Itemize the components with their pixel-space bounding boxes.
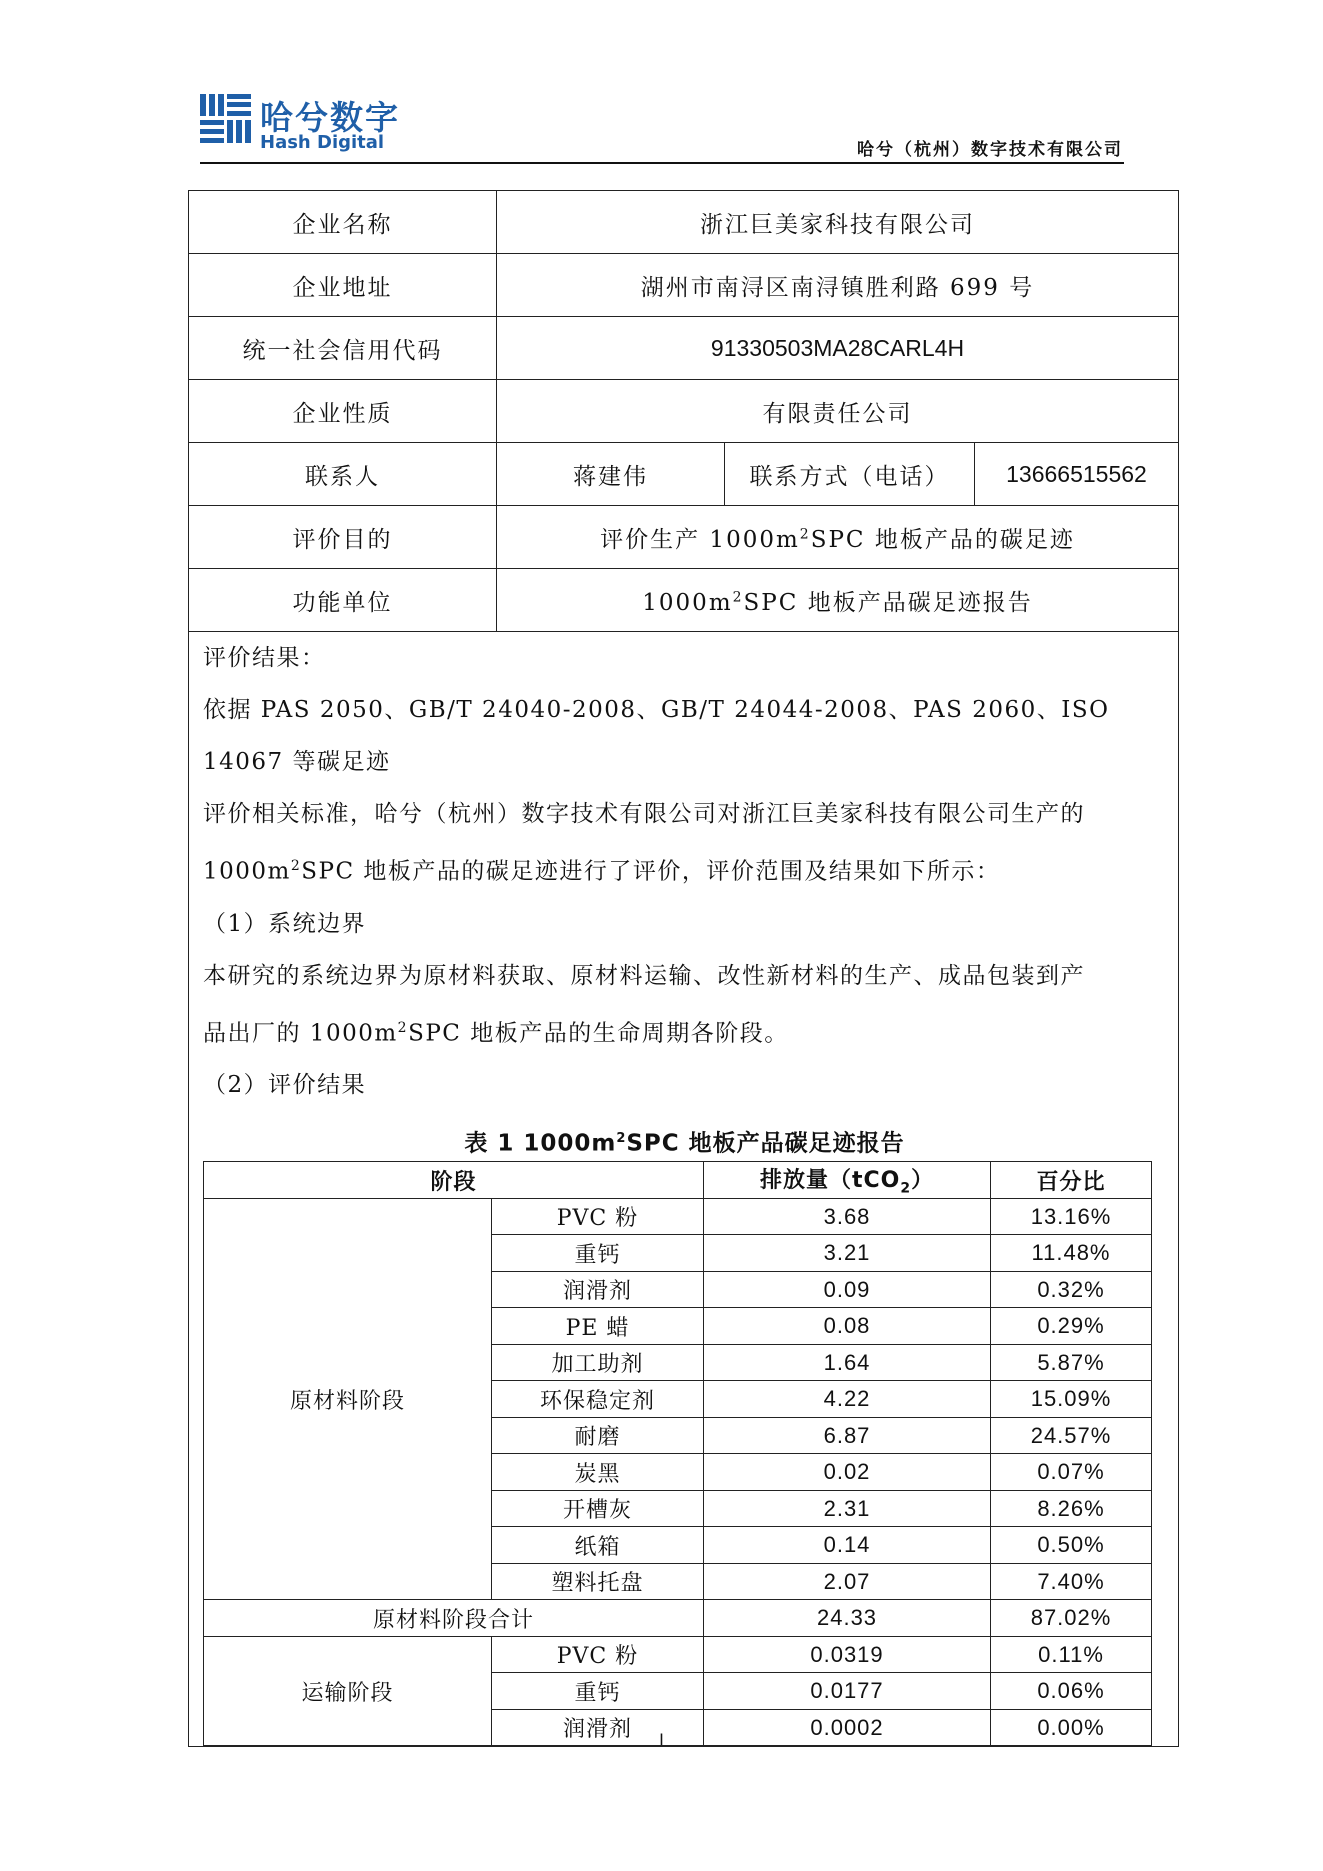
phone-value: 13666515562 xyxy=(975,443,1179,506)
table-row xyxy=(204,1636,1152,1673)
emission-cell: 2.31 xyxy=(704,1490,991,1527)
col-stage-header: 阶段 xyxy=(204,1162,704,1199)
page-number: I xyxy=(659,1730,664,1749)
credit-code-value: 91330503MA28CARL4H xyxy=(497,317,1179,380)
raw-material-stage-cell: 原材料阶段 xyxy=(204,1198,492,1600)
results-paragraph-line-3: $1000m^2SPC$ 地板产品的碳足迹进行了评价，评价范围及结果如下所示： xyxy=(203,858,1001,885)
info-row-functional-unit xyxy=(189,569,1179,632)
item-cell: 重钙 xyxy=(492,1235,704,1272)
percent-cell: 5.87% xyxy=(991,1344,1152,1381)
info-row-company-name xyxy=(189,191,1179,254)
nature-value: 有限责任公司 xyxy=(497,380,1179,443)
item-cell: 炭黑 xyxy=(492,1454,704,1491)
emission-cell: 0.0319 xyxy=(704,1636,991,1673)
results-paragraph-line-2: 评价相关标准，哈兮（杭州）数字技术有限公司对浙江巨美家科技有限公司生产的 xyxy=(203,801,1085,827)
raw-total-emission: 24.33 xyxy=(704,1600,991,1637)
logo-chinese-text: 哈兮数字 xyxy=(260,98,400,137)
emission-cell: 1.64 xyxy=(704,1344,991,1381)
emission-cell: 3.68 xyxy=(704,1198,991,1235)
table-caption: 表 1 $1000m^2SPC$ 地板产品碳足迹报告 xyxy=(464,1130,905,1157)
item-cell: PVC 粉 xyxy=(492,1198,704,1235)
item-cell: 润滑剂 xyxy=(492,1709,704,1746)
percent-cell: 8.26% xyxy=(991,1490,1152,1527)
table-row xyxy=(204,1198,1152,1235)
percent-cell: 0.50% xyxy=(991,1527,1152,1564)
emission-cell: 0.14 xyxy=(704,1527,991,1564)
header-company-name: 哈兮（杭州）数字技术有限公司 xyxy=(857,140,1123,160)
info-row-contact xyxy=(189,443,1179,506)
unit-value: $1000m^2SPC$ 地板产品碳足迹报告 xyxy=(497,569,1179,632)
emission-cell: 0.02 xyxy=(704,1454,991,1491)
percent-cell: 0.00% xyxy=(991,1709,1152,1746)
emission-cell: 4.22 xyxy=(704,1381,991,1418)
emission-cell: 2.07 xyxy=(704,1563,991,1600)
nature-label: 企业性质 xyxy=(189,380,497,443)
item-cell: PVC 粉 xyxy=(492,1636,704,1673)
item-cell: 加工助剂 xyxy=(492,1344,704,1381)
percent-cell: 0.07% xyxy=(991,1454,1152,1491)
item-cell: 环保稳定剂 xyxy=(492,1381,704,1418)
contact-label: 联系人 xyxy=(189,443,497,506)
percent-cell: 24.57% xyxy=(991,1417,1152,1454)
boundary-line-1: 本研究的系统边界为原材料获取、原材料运输、改性新材料的生产、成品包装到产 xyxy=(203,962,1085,989)
percent-cell: 0.06% xyxy=(991,1673,1152,1710)
col-emission-header: 排放量（tCO$_2$） xyxy=(704,1162,991,1199)
info-row-purpose xyxy=(189,506,1179,569)
address-label: 企业地址 xyxy=(189,254,497,317)
item-cell: 耐磨 xyxy=(492,1417,704,1454)
boundary-line-2: 品出厂的 $1000m^2SPC$ 地板产品的生命周期各阶段。 xyxy=(203,1019,789,1047)
item-cell: PE 蜡 xyxy=(492,1308,704,1345)
purpose-label: 评价目的 xyxy=(189,506,497,569)
transport-stage-cell: 运输阶段 xyxy=(204,1636,492,1746)
emission-cell: 0.0002 xyxy=(704,1709,991,1746)
item-cell: 塑料托盘 xyxy=(492,1563,704,1600)
percent-cell: 0.32% xyxy=(991,1271,1152,1308)
unit-label: 功能单位 xyxy=(189,569,497,632)
percent-cell: 7.40% xyxy=(991,1563,1152,1600)
percent-cell: 0.11% xyxy=(991,1636,1152,1673)
company-name-label: 企业名称 xyxy=(189,191,497,254)
col-percent-header: 百分比 xyxy=(991,1162,1152,1199)
logo-mark-icon xyxy=(200,92,254,150)
company-info-table xyxy=(188,190,1179,1747)
hash-digital-logo xyxy=(200,92,420,158)
item-cell: 润滑剂 xyxy=(492,1271,704,1308)
header-divider xyxy=(200,162,1124,164)
info-row-address xyxy=(189,254,1179,317)
result-heading: （2）评价结果 xyxy=(203,1072,367,1099)
emission-cell: 3.21 xyxy=(704,1235,991,1272)
evaluation-results-block xyxy=(189,632,1179,1747)
percent-cell: 11.48% xyxy=(991,1235,1152,1272)
results-paragraph-line-1: 依据 PAS 2050、GB/T 24040-2008、GB/T 24044-2008、PAS 2060、ISO 14067 等碳足迹 xyxy=(203,697,1110,775)
table-header-row xyxy=(204,1162,1152,1199)
emission-cell: 0.09 xyxy=(704,1271,991,1308)
company-name-value: 浙江巨美家科技有限公司 xyxy=(497,191,1179,254)
results-heading: 评价结果： xyxy=(203,645,326,671)
phone-label: 联系方式（电话） xyxy=(725,443,975,506)
raw-total-percent: 87.02% xyxy=(991,1600,1152,1637)
boundary-heading: （1）系统边界 xyxy=(203,910,367,937)
credit-code-label: 统一社会信用代码 xyxy=(189,317,497,380)
info-row-credit-code xyxy=(189,317,1179,380)
percent-cell: 15.09% xyxy=(991,1381,1152,1418)
contact-value: 蒋建伟 xyxy=(497,443,725,506)
address-value: 湖州市南浔区南浔镇胜利路 699 号 xyxy=(497,254,1179,317)
carbon-footprint-table xyxy=(203,1161,1152,1746)
raw-material-rows xyxy=(204,1198,1152,1600)
percent-cell: 0.29% xyxy=(991,1308,1152,1345)
info-row-results xyxy=(189,632,1179,1747)
emission-cell: 0.08 xyxy=(704,1308,991,1345)
logo-english-text: Hash Digital xyxy=(260,132,385,153)
emission-cell: 0.0177 xyxy=(704,1673,991,1710)
info-row-nature xyxy=(189,380,1179,443)
item-cell: 开槽灰 xyxy=(492,1490,704,1527)
item-cell: 重钙 xyxy=(492,1673,704,1710)
emission-cell: 6.87 xyxy=(704,1417,991,1454)
item-cell: 纸箱 xyxy=(492,1527,704,1564)
raw-total-row xyxy=(204,1600,1152,1637)
purpose-value: 评价生产 $1000m^2SPC$ 地板产品的碳足迹 xyxy=(497,506,1179,569)
percent-cell: 13.16% xyxy=(991,1198,1152,1235)
raw-total-label: 原材料阶段合计 xyxy=(204,1600,704,1637)
